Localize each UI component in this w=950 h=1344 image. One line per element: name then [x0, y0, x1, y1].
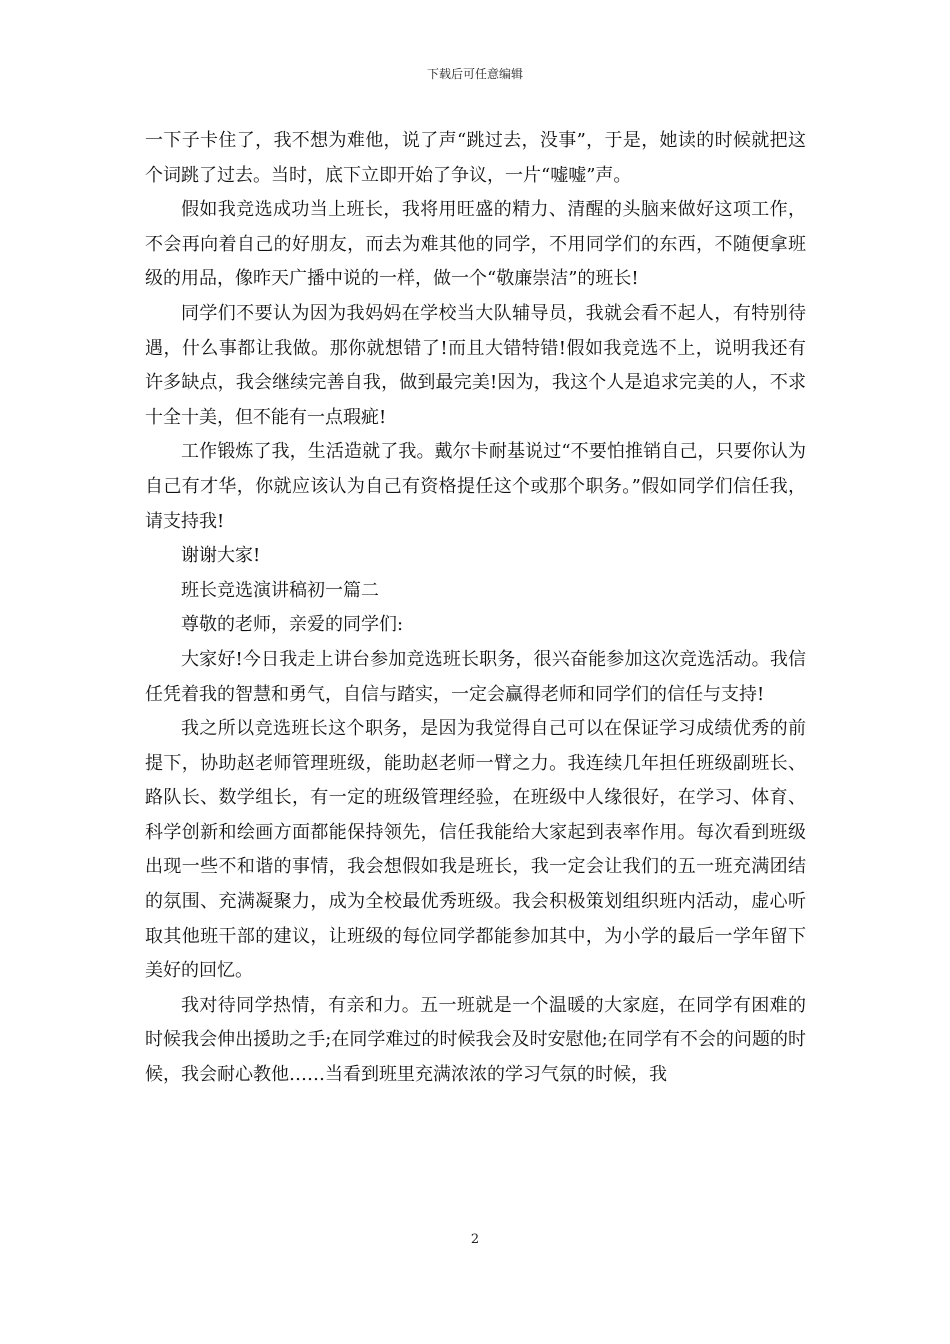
document-body	[145, 124, 806, 1093]
paragraph: 假如我竞选成功当上班长，我将用旺盛的精力、清醒的头脑来做好这项工作，不会再向着自己的好朋友，而去为难其他的同学，不用同学们的东西，不随便拿班级的用品，像昨天广播中说的一样，做一个“敬廉崇洁”的班长!	[145, 199, 806, 290]
section-title: 班长竞选演讲稿初一篇二	[181, 579, 379, 601]
paragraph-continuation: 一下子卡住了，我不想为难他，说了声“跳过去，没事”，于是，她读的时候就把这个词跳了过去。当时，底下立即开始了争议，一片“嘘嘘”声。	[145, 130, 806, 186]
salutation: 尊敬的老师，亲爱的同学们:	[181, 614, 404, 636]
paragraph: 我之所以竞选班长这个职务，是因为我觉得自己可以在保证学习成绩优秀的前提下，协助赵老师管理班级，能助赵老师一臂之力。我连续几年担任班级副班长、路队长、数学组长，有一定的班级管理经验，在班级中人缘很好，在学习、体育、科学创新和绘画方面都能保持领先，信任我能给大家起到表率作用。每次看到班级出现一些不和谐的事情，我会想假如我是班长，我一定会让我们的五一班充满团结的氛围、充满凝聚力，成为全校最优秀班级。我会积极策划组织班内活动，虚心听取其他班干部的建议，让班级的每位同学都能参加其中，为小学的最后一学年留下美好的回忆。	[145, 718, 806, 982]
page-header: 下载后可任意编辑	[426, 67, 523, 81]
paragraph: 工作锻炼了我，生活造就了我。戴尔卡耐基说过“不要怕推销自己，只要你认为自己有才华，你就应该认为自己有资格提任这个或那个职务。”假如同学们信任我，请支持我!	[145, 441, 806, 532]
paragraph-thanks: 谢谢大家!	[181, 545, 261, 567]
paragraph: 大家好!今日我走上讲台参加竞选班长职务，很兴奋能参加这次竞选活动。我信任凭着我的智慧和勇气，自信与踏实，一定会赢得老师和同学们的信任与支持!	[145, 648, 806, 705]
paragraph: 我对待同学热情，有亲和力。五一班就是一个温暖的大家庭，在同学有困难的时候我会伸出援助之手;在同学难过的时候我会及时安慰他;在同学有不会的问题的时候，我会耐心教他……当看到班里充满浓浓的学习气氛的时候，我	[145, 994, 806, 1086]
paragraph: 同学们不要认为因为我妈妈在学校当大队辅导员，我就会看不起人，有特别待遇，什么事都让我做。那你就想错了!而且大错特错!假如我竞选不上，说明我还有许多缺点，我会继续完善自我，做到最完美!因为，我这个人是追求完美的人，不求十全十美，但不能有一点瑕疵!	[145, 302, 806, 428]
page-number: 2	[470, 1232, 480, 1247]
